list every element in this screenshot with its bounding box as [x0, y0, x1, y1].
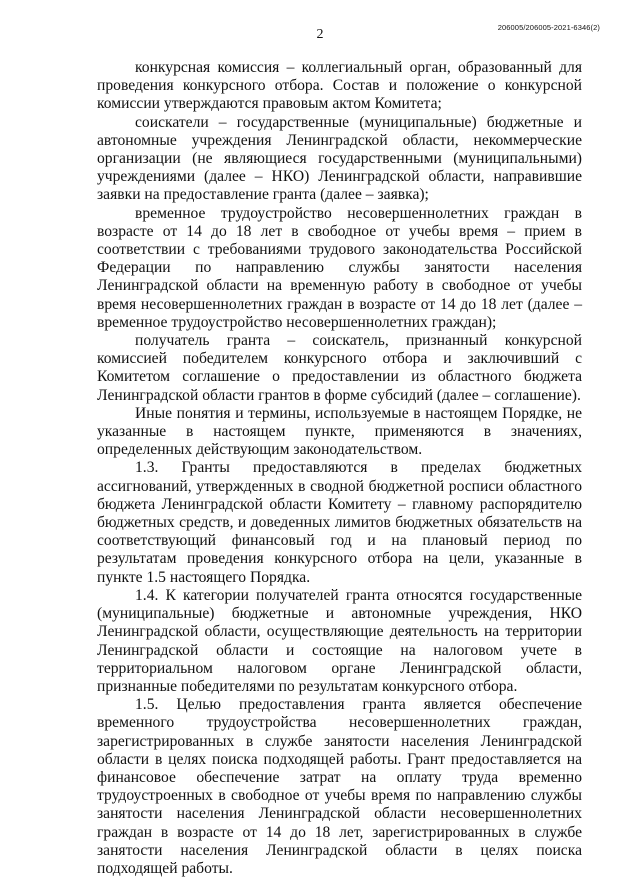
paragraph-temporary-employment: временное трудоустройство несовершеннолетних граждан в возрасте от 14 до 18 лет в свободное от учебы время – прием в соответствии с требованиями трудового законодательства Российской Федерации по направлению службы занятости населения Ленинградской области на временную работу в свободное от учебы время несовершеннолетних граждан в возрасте от 14 до 18 лет (далее – временное трудоустройство несовершеннолетних граждан); — [97, 204, 582, 331]
paragraph-applicants: соискатели – государственные (муниципальные) бюджетные и автономные учреждения Ленинградской области, некоммерческие организации (не являющиеся государственными (муниципальными) учреждениями (далее – НКО) Ленинградской области, направившие заявки на предоставление гранта (далее – заявка); — [97, 113, 582, 204]
paragraph-other-terms: Иные понятия и термины, используемые в настоящем Порядке, не указанные в настоящем пункте, применяются в значениях, определенных действующим законодательством. — [97, 404, 582, 459]
paragraph-section-1-3: 1.3. Гранты предоставляются в пределах бюджетных ассигнований, утвержденных в сводной бюджетной росписи областного бюджета Ленинградской области Комитету – главному распорядителю бюджетных средств, и доведенных лимитов бюджетных обязательств на соответствующий финансовый год и на плановый период по результатам проведения конкурсного отбора на цели, указанные в пункте 1.5 настоящего Порядка. — [97, 459, 582, 586]
paragraph-competition-commission: конкурсная комиссия – коллегиальный орган, образованный для проведения конкурсного отбора. Состав и положение о конкурсной комиссии утверждаются правовым актом Комитета; — [97, 59, 582, 113]
document-id: 206005/206005-2021-6346(2) — [497, 23, 600, 32]
page-number: 2 — [316, 27, 324, 42]
document-body — [97, 59, 582, 878]
paragraph-grant-recipient: получатель гранта – соискатель, признанный конкурсной комиссией победителем конкурсного отбора и заключивший с Комитетом соглашение о предоставлении из областного бюджета Ленинградской области грантов в форме субсидий (далее – соглашение). — [97, 332, 582, 404]
paragraph-section-1-5: 1.5. Целью предоставления гранта является обеспечение временного трудоустройства несовершеннолетних граждан, зарегистрированных в службе занятости населения Ленинградской области в целях поиска подходящей работы. Грант предоставляется на финансовое обеспечение затрат на оплату труда временно трудоустроенных в свободное от учебы время по направлению службы занятости населения Ленинградской области несовершеннолетних граждан в возрасте от 14 до 18 лет, зарегистрированных в службе занятости населения Ленинградской области в целях поиска подходящей работы. — [97, 696, 582, 877]
paragraph-section-1-4: 1.4. К категории получателей гранта относятся государственные (муниципальные) бюджетные и автономные учреждения, НКО Ленинградской области, осуществляющие деятельность на территории Ленинградской области и состоящие на налоговом учете в территориальном налоговом органе Ленинградской области, признанные победителями по результатам конкурсного отбора. — [97, 586, 582, 695]
